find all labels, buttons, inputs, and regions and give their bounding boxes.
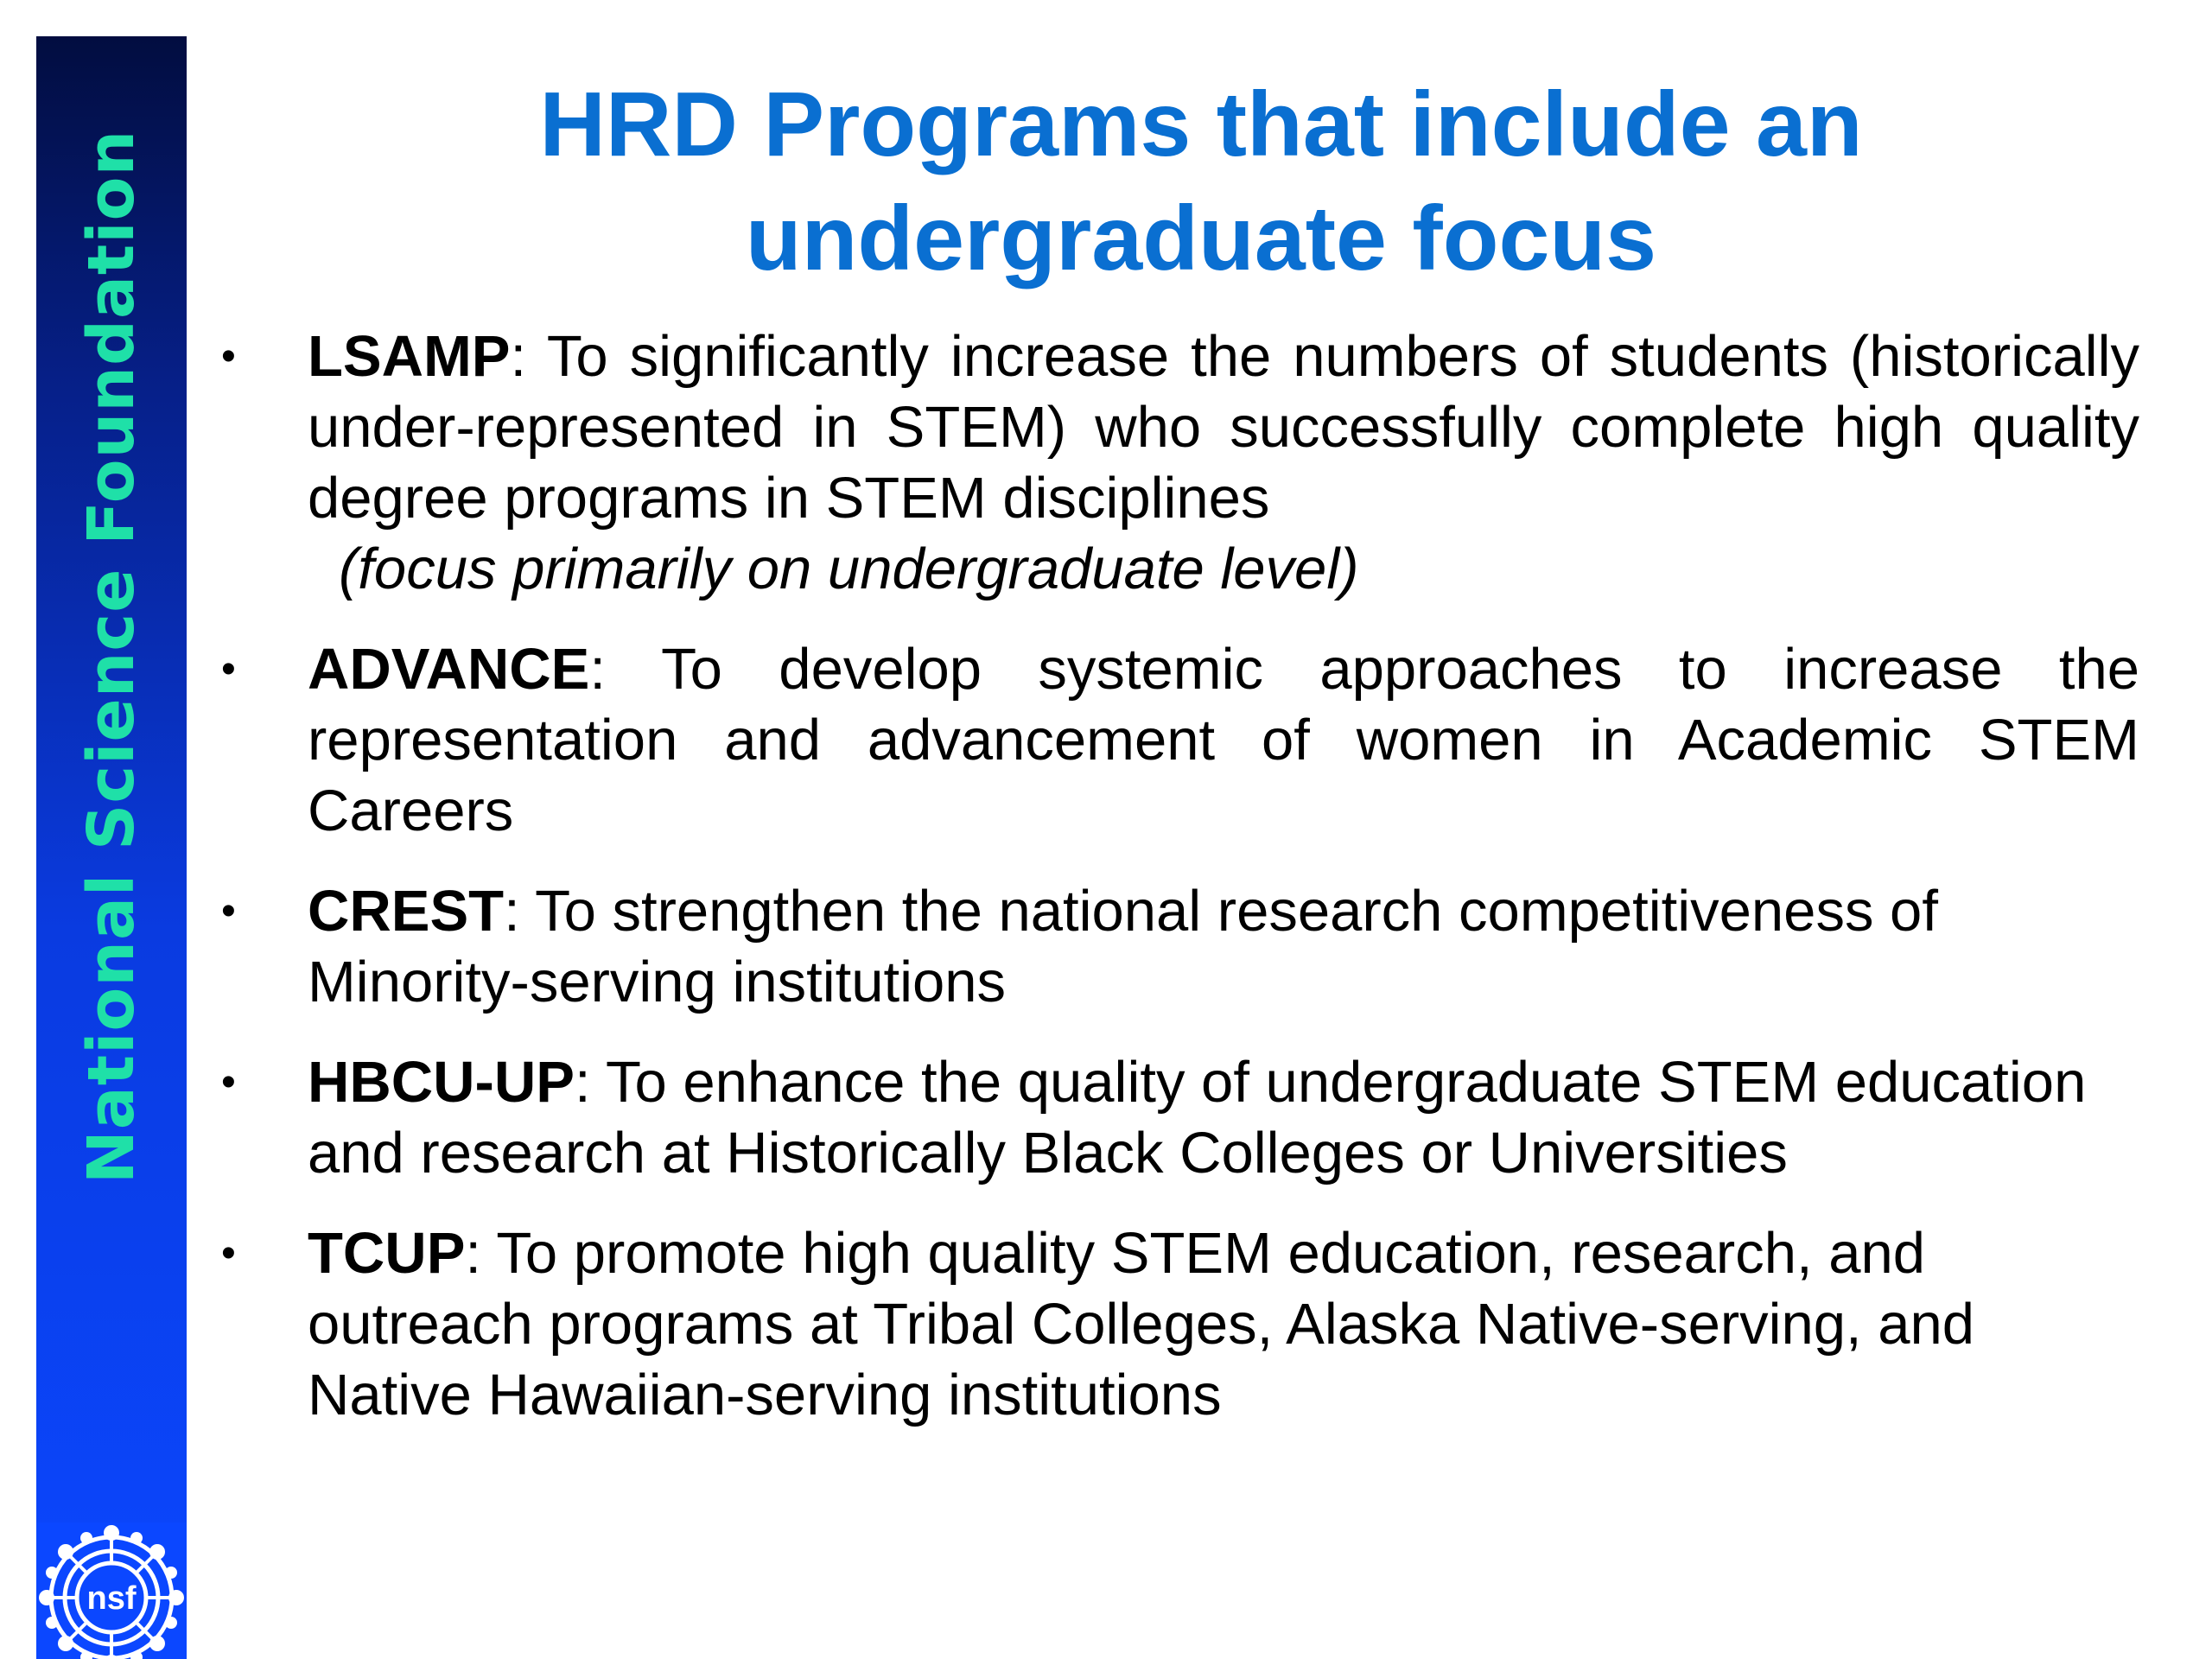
program-item-lsamp [221, 321, 2139, 605]
bullet-icon: • [221, 1059, 236, 1105]
program-item-advance [221, 634, 2139, 847]
program-description: : To enhance the quality of undergraduate STEM education and research at Historically Black Colleges or Universities [308, 1050, 2087, 1185]
program-item-crest [221, 876, 2139, 1018]
program-description: : To promote high quality STEM education, research, and outreach programs at Tribal Colleges, Alaska Native-serving, and Native Hawaiian-serving institutions [308, 1221, 1975, 1427]
slide-title [294, 67, 2108, 296]
bullet-icon: • [221, 888, 236, 934]
title-line-2: undergraduate focus [745, 188, 1657, 289]
program-description: : To significantly increase the numbers of students (historically under-represented in STEM) who successfully complete high quality degree programs in STEM disciplines [308, 324, 2139, 531]
bullet-icon: • [221, 334, 236, 379]
bullet-icon: • [221, 1230, 236, 1276]
program-list [221, 321, 2139, 1460]
program-term: LSAMP [308, 324, 511, 389]
program-description: : To develop systemic approaches to increase the representation and advancement of women in Academic STEM Careers [308, 637, 2139, 843]
program-description: : To strengthen the national research competitiveness of Minority-serving institutions [308, 879, 1938, 1014]
program-item-tcup [221, 1218, 2139, 1431]
bullet-icon: • [221, 646, 236, 692]
sidebar-org-name: National Science Foundation [74, 129, 149, 1185]
nsf-logo [36, 1522, 187, 1659]
program-term: CREST [308, 879, 505, 944]
program-note: (focus primarily on undergraduate level) [339, 537, 1359, 601]
program-term: HBCU-UP [308, 1050, 575, 1115]
program-term: ADVANCE [308, 637, 590, 702]
logo-text: nsf [86, 1580, 137, 1617]
sidebar [36, 36, 187, 1659]
program-term: TCUP [308, 1221, 466, 1286]
title-line-1: HRD Programs that include an [539, 73, 1863, 175]
program-item-hbcu-up [221, 1047, 2139, 1189]
